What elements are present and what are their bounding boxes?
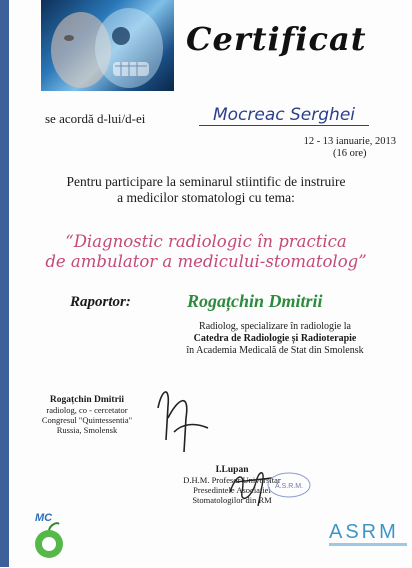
signatory-2-line-3: Stomatologilor din RM: [192, 495, 272, 505]
asrm-logo-underline: [329, 543, 407, 546]
recipient-name: Mocreac Serghei: [199, 105, 369, 126]
event-date: [304, 136, 396, 160]
awarded-to-label: se acordă d-lui/d-ei: [45, 111, 146, 126]
hours-line: (16 ore): [333, 148, 367, 159]
asrm-logo-text: ASRM: [329, 521, 399, 543]
signatory-1-line-2: Congresul "Quintessentia": [41, 415, 133, 425]
left-border-bar: [0, 0, 9, 567]
signatory-1-name: Rogațchin Dmitrii: [49, 395, 125, 405]
speaker-name: Rogațchin Dmitrii: [187, 291, 323, 311]
signature-1: [148, 378, 218, 458]
signatory-2-line-2: Presedintele Asociatiei: [193, 485, 271, 495]
signatory-2-line-1: D.H.M. Profesor Universitar: [183, 475, 281, 485]
topic-line-2: de ambulator a medicului-stomatolog”: [45, 252, 367, 271]
topic-line-1: “Diagnostic radiologic în practica: [65, 232, 347, 251]
speaker-desc-line-2: [162, 333, 388, 345]
mc-logo: [33, 508, 93, 563]
speaker-description: [162, 321, 388, 357]
xray-skull-image: [41, 0, 174, 91]
stamp-text: A.S.R.M.: [274, 483, 304, 490]
signatory-1: [28, 395, 146, 435]
certificate-title: Certificat: [186, 20, 367, 58]
asrm-stamp: [266, 470, 312, 500]
signatory-1-line-1: radiolog, co - cercetator: [46, 405, 128, 415]
speaker-desc-line-3: în Academia Medicală de Stat din Smolensk: [186, 345, 364, 356]
mc-logo-text: MC: [35, 512, 53, 524]
intro-text: [0, 174, 412, 206]
seminar-topic: [0, 232, 412, 272]
signatory-1-line-3: Russia, Smolensk: [56, 425, 118, 435]
intro-line-2: a medicilor stomatologi cu tema:: [117, 190, 295, 205]
date-line: 12 - 13 ianuarie, 2013: [303, 136, 396, 147]
speaker-desc-line-1: Radiolog, specializare în radiologie la: [199, 321, 351, 332]
intro-line-1: Pentru participare la seminarul stiintific de instruire: [66, 174, 346, 189]
speaker-label: Raportor:: [70, 294, 131, 310]
signatory-2-name: I.Lupan: [215, 465, 249, 475]
speaker-dept: Catedra de Radiologie și Radioterapie: [193, 333, 357, 344]
